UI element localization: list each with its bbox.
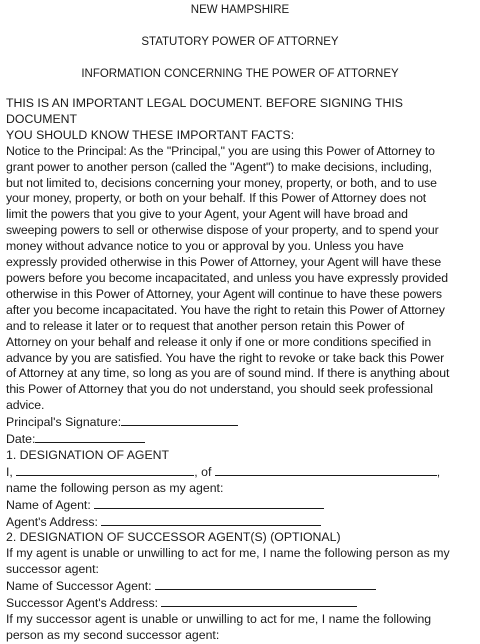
successor-intro-line: successor agent:	[6, 562, 99, 577]
notice-line: grant power to another person (called the "Agent") to make decisions, including,	[6, 159, 432, 174]
notice-line: and to release it later or to request that another person retain this Power of	[6, 318, 405, 333]
notice-line: advance by you are satisfied. You have the right to revoke or take back this Power	[6, 350, 445, 365]
notice-line: your money, property, or both on your behalf. If this Power of Attorney does not	[6, 191, 427, 206]
notice-line: after you become incapacitated. You have the right to retain this Power of Attorney	[6, 302, 445, 317]
notice-line: Attorney on your behalf and release it only if one or more conditions specified in	[6, 334, 432, 349]
state-heading: NEW HAMPSHIRE	[190, 4, 290, 16]
agent-address-label: Agent's Address:	[6, 514, 98, 529]
section-heading: 2. DESIGNATION OF SUCCESSOR AGENT(S) (OPTIONAL)	[6, 530, 341, 545]
agent-name-row	[6, 497, 474, 514]
successor-intro-line: If my agent is unable or unwilling to act for me, I name the following person as my	[6, 546, 450, 561]
notice-line: money without advance notice to you or approval by you. Unless you have	[6, 239, 404, 254]
second-successor-line: person as my second successor agent:	[6, 627, 220, 642]
successor-name-label: Name of Successor Agent:	[6, 579, 152, 594]
notice-line: sweeping powers to sell or otherwise dispose of your property, and to spend your	[6, 223, 439, 238]
i-label: I,	[6, 464, 13, 479]
date-row	[6, 431, 474, 448]
principal-signature-label: Principal's Signature:	[6, 415, 122, 430]
date-label: Date:	[6, 432, 36, 447]
agent-name-label: Name of Agent:	[6, 497, 91, 512]
notice-line: expressly provided otherwise in this Power of Attorney, your Agent will have these	[6, 255, 442, 270]
notice-line: this Power of Attorney that you do not understand, you should seek professional	[6, 382, 433, 397]
notice-line: of Attorney at any time, so long as you are of sound mind. If there is anything about	[6, 366, 450, 381]
of-label: , of	[194, 464, 212, 479]
principal-signature-field[interactable]	[121, 414, 238, 426]
agent-name-field[interactable]	[94, 497, 324, 509]
warning-line: THIS IS AN IMPORTANT LEGAL DOCUMENT. BEFORE SIGNING THIS DOCUMENT	[6, 96, 403, 126]
principal-location-field[interactable]	[215, 464, 437, 476]
notice-line: advice.	[6, 398, 45, 413]
warning-line: YOU SHOULD KNOW THESE IMPORTANT FACTS:	[6, 127, 295, 142]
notice-line: otherwise in this Power of Attorney, your Agent will continue to have these powers	[6, 286, 442, 301]
successor-name-field[interactable]	[155, 578, 376, 590]
successor-address-label: Successor Agent's Address:	[6, 596, 159, 611]
successor-address-field[interactable]	[161, 595, 357, 607]
agent-address-field[interactable]	[101, 514, 321, 526]
document-body	[6, 96, 474, 644]
agent-address-row	[6, 514, 474, 531]
notice-line: Notice to the Principal: As the "Principal," you are using this Power of Attorney to	[6, 143, 435, 158]
document-title: STATUTORY POWER OF ATTORNEY	[141, 36, 339, 48]
principal-name-field[interactable]	[16, 464, 194, 476]
second-successor-line: If my successor agent is unable or unwilling to act for me, I name the following	[6, 612, 432, 626]
successor-name-row	[6, 578, 474, 595]
notice-line: but not limited to, decisions concerning your money, property, or both, and to use	[6, 175, 437, 190]
principal-identity-row	[6, 464, 474, 481]
section-heading: 1. DESIGNATION OF AGENT	[6, 447, 170, 462]
notice-line: limit the powers that you give to your Agent, your Agent will have broad and	[6, 207, 408, 222]
successor-address-row	[6, 595, 474, 612]
notice-line: powers before you become incapacitated, and unless you have expressly provided	[6, 270, 448, 285]
notice-paragraph	[6, 144, 474, 414]
information-heading: INFORMATION CONCERNING THE POWER OF ATTORNEY	[81, 68, 399, 80]
agent-intro-text: name the following person as my agent:	[6, 480, 224, 495]
date-field[interactable]	[35, 431, 145, 443]
principal-signature-row	[6, 414, 474, 431]
comma-text: ,	[436, 464, 441, 479]
